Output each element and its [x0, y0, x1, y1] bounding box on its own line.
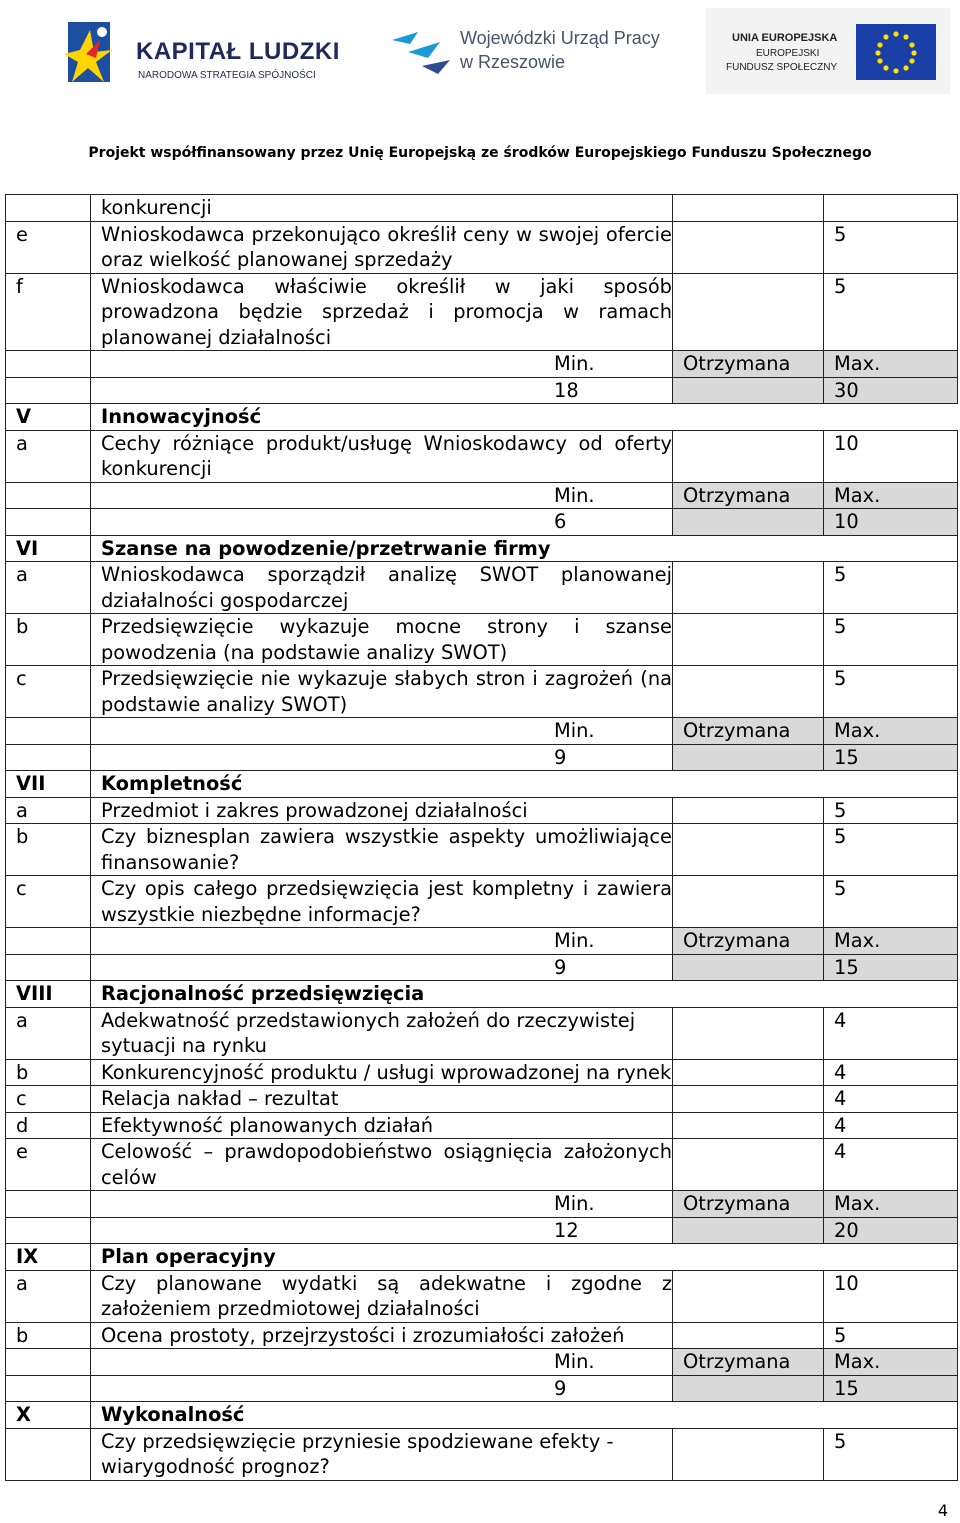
- min-cell: [91, 351, 673, 378]
- received-cell: [673, 195, 824, 222]
- table-row: [6, 195, 958, 222]
- criterion-text: Czy biznesplan zawiera wszystkie aspekty umożliwiające finansowanie?: [91, 824, 673, 876]
- table-row: [6, 797, 958, 824]
- table-row: [6, 666, 958, 718]
- table-row: [6, 1007, 958, 1059]
- min-cell: [91, 377, 673, 404]
- min-label: Min.: [554, 483, 595, 507]
- score-value-row: [6, 1217, 958, 1244]
- table-row: [6, 1112, 958, 1139]
- wup-line2: w Rzeszowie: [460, 52, 566, 72]
- min-value: 9: [554, 955, 567, 979]
- score-value-row: [6, 744, 958, 771]
- section-header: [6, 981, 958, 1008]
- section-header: [6, 1244, 958, 1271]
- section-title: Innowacyjność: [91, 404, 958, 431]
- row-id: [6, 1428, 91, 1480]
- criterion-text: Czy przedsięwzięcie przyniesie spodziewane efekty - wiarygodność prognoz?: [91, 1428, 673, 1480]
- table-row: [6, 824, 958, 876]
- empty-cell: [6, 1349, 91, 1376]
- max-cell: 5: [824, 876, 958, 928]
- section-title: Plan operacyjny: [91, 1244, 958, 1271]
- received-label: Otrzymana: [673, 482, 824, 509]
- eu-logo: [706, 8, 950, 94]
- min-cell: [91, 509, 673, 536]
- eu-line3: FUNDUSZ SPOŁECZNY: [726, 62, 838, 73]
- project-caption: Projekt współfinansowany przez Unię Europejską ze środków Europejskiego Funduszu Społecznego: [88, 145, 872, 161]
- table-row: [6, 430, 958, 482]
- criterion-text: Czy planowane wydatki są adekwatne i zgodne z założeniem przedmiotowej działalności: [91, 1270, 673, 1322]
- received-cell[interactable]: [673, 430, 824, 482]
- row-id: a: [6, 430, 91, 482]
- criterion-text: Wnioskodawca sporządził analizę SWOT planowanej działalności gospodarczej: [91, 562, 673, 614]
- max-value: 20: [824, 1217, 958, 1244]
- row-id: e: [6, 1139, 91, 1191]
- table-row: [6, 876, 958, 928]
- received-cell[interactable]: [673, 1428, 824, 1480]
- table-row: [6, 1428, 958, 1480]
- received-cell[interactable]: [673, 876, 824, 928]
- empty-cell: [6, 509, 91, 536]
- max-cell: 10: [824, 430, 958, 482]
- max-cell: 4: [824, 1139, 958, 1191]
- min-cell: [91, 1217, 673, 1244]
- min-value: 18: [554, 378, 579, 402]
- table-row: [6, 1086, 958, 1113]
- section-id: X: [6, 1402, 91, 1429]
- empty-cell: [6, 954, 91, 981]
- table-row: [6, 562, 958, 614]
- min-cell: [91, 718, 673, 745]
- max-value: 15: [824, 954, 958, 981]
- received-value[interactable]: [673, 1375, 824, 1402]
- max-cell: 5: [824, 1322, 958, 1349]
- min-value: 12: [554, 1218, 579, 1242]
- table-row: [6, 614, 958, 666]
- max-cell: 5: [824, 562, 958, 614]
- max-cell: 5: [824, 1428, 958, 1480]
- empty-cell: [6, 377, 91, 404]
- row-id: a: [6, 1007, 91, 1059]
- criterion-text: Wnioskodawca przekonująco określił ceny w swojej ofercie oraz wielkość planowanej sprzedaży: [91, 221, 673, 273]
- eu-flag-icon: [856, 24, 936, 80]
- empty-cell: [6, 1217, 91, 1244]
- received-cell[interactable]: [673, 562, 824, 614]
- section-title: Racjonalność przedsięwzięcia: [91, 981, 958, 1008]
- max-cell: [824, 195, 958, 222]
- score-value-row: [6, 377, 958, 404]
- eu-line2: EUROPEJSKI: [756, 48, 820, 59]
- row-id: c: [6, 1086, 91, 1113]
- max-cell: 4: [824, 1112, 958, 1139]
- score-label-row: [6, 482, 958, 509]
- row-id: c: [6, 876, 91, 928]
- empty-cell: [6, 482, 91, 509]
- row-id: e: [6, 221, 91, 273]
- max-cell: 10: [824, 1270, 958, 1322]
- max-cell: 5: [824, 797, 958, 824]
- row-id: f: [6, 273, 91, 351]
- wup-birds-icon: [388, 22, 456, 78]
- max-label: Max.: [824, 928, 958, 955]
- criterion-text: Konkurencyjność produktu / usługi wprowadzonej na rynek: [91, 1059, 673, 1086]
- received-cell[interactable]: [673, 1086, 824, 1113]
- table-row: [6, 221, 958, 273]
- table-row: [6, 1139, 958, 1191]
- max-label: Max.: [824, 718, 958, 745]
- section-title: Szanse na powodzenie/przetrwanie firmy: [91, 535, 958, 562]
- row-id: a: [6, 562, 91, 614]
- score-label-row: [6, 1191, 958, 1218]
- row-id: b: [6, 824, 91, 876]
- table-row: [6, 1059, 958, 1086]
- max-value: 15: [824, 1375, 958, 1402]
- table-row: [6, 1270, 958, 1322]
- max-cell: 5: [824, 614, 958, 666]
- received-cell: [673, 273, 824, 351]
- section-title: Wykonalność: [91, 1402, 958, 1429]
- row-id: a: [6, 797, 91, 824]
- received-cell[interactable]: [673, 1007, 824, 1059]
- criterion-text: Celowość – prawdopodobieństwo osiągnięcia założonych celów: [91, 1139, 673, 1191]
- min-cell: [91, 928, 673, 955]
- received-value[interactable]: [673, 509, 824, 536]
- kapital-ludzki-logo: [60, 10, 340, 100]
- max-cell: 5: [824, 273, 958, 351]
- kl-star-icon: [60, 10, 130, 100]
- received-label: Otrzymana: [673, 718, 824, 745]
- empty-cell: [6, 718, 91, 745]
- score-label-row: [6, 718, 958, 745]
- score-label-row: [6, 351, 958, 378]
- max-label: Max.: [824, 482, 958, 509]
- row-id: b: [6, 1059, 91, 1086]
- score-value-row: [6, 509, 958, 536]
- criterion-text: Adekwatność przedstawionych założeń do rzeczywistej sytuacji na rynku: [91, 1007, 673, 1059]
- criterion-text: Relacja nakład – rezultat: [91, 1086, 673, 1113]
- criterion-text: Przedmiot i zakres prowadzonej działalności: [91, 797, 673, 824]
- criterion-text: konkurencji: [91, 195, 673, 222]
- received-cell[interactable]: [673, 824, 824, 876]
- page-number: 4: [937, 1501, 948, 1520]
- header-logos: [0, 0, 960, 115]
- row-id: d: [6, 1112, 91, 1139]
- row-id: c: [6, 666, 91, 718]
- min-cell: [91, 744, 673, 771]
- section-id: VII: [6, 771, 91, 798]
- criterion-text: Ocena prostoty, przejrzystości i zrozumiałości założeń: [91, 1322, 673, 1349]
- score-label-row: [6, 1349, 958, 1376]
- max-label: Max.: [824, 1191, 958, 1218]
- row-id: [6, 195, 91, 222]
- max-value: 10: [824, 509, 958, 536]
- received-cell[interactable]: [673, 1322, 824, 1349]
- received-label: Otrzymana: [673, 1191, 824, 1218]
- received-label: Otrzymana: [673, 1349, 824, 1376]
- section-id: V: [6, 404, 91, 431]
- min-cell: [91, 1191, 673, 1218]
- received-value[interactable]: [673, 954, 824, 981]
- max-value: 15: [824, 744, 958, 771]
- row-id: b: [6, 614, 91, 666]
- max-cell: 5: [824, 666, 958, 718]
- wup-logo: [388, 22, 688, 82]
- received-cell[interactable]: [673, 1112, 824, 1139]
- max-label: Max.: [824, 351, 958, 378]
- max-cell: 4: [824, 1059, 958, 1086]
- max-cell: 4: [824, 1086, 958, 1113]
- min-cell: [91, 954, 673, 981]
- empty-cell: [6, 351, 91, 378]
- received-cell[interactable]: [673, 1139, 824, 1191]
- min-label: Min.: [554, 1350, 595, 1373]
- kl-title: KAPITAŁ LUDZKI: [136, 38, 340, 65]
- eu-line1: UNIA EUROPEJSKA: [732, 32, 838, 44]
- min-value: 6: [554, 510, 567, 533]
- section-id: IX: [6, 1244, 91, 1271]
- section-header: [6, 404, 958, 431]
- row-id: b: [6, 1322, 91, 1349]
- received-cell[interactable]: [673, 1059, 824, 1086]
- received-cell[interactable]: [673, 797, 824, 824]
- max-cell: 5: [824, 221, 958, 273]
- min-value: 9: [554, 745, 567, 769]
- criterion-text: Czy opis całego przedsięwzięcia jest kompletny i zawiera wszystkie niezbędne informacje?: [91, 876, 673, 928]
- min-label: Min.: [554, 1192, 595, 1215]
- received-value[interactable]: [673, 377, 824, 404]
- received-cell: [673, 221, 824, 273]
- min-label: Min.: [554, 352, 595, 375]
- min-cell: [91, 482, 673, 509]
- max-label: Max.: [824, 1349, 958, 1376]
- table-row: [6, 273, 958, 351]
- received-value[interactable]: [673, 744, 824, 771]
- section-id: VIII: [6, 981, 91, 1008]
- row-id: a: [6, 1270, 91, 1322]
- empty-cell: [6, 928, 91, 955]
- received-label: Otrzymana: [673, 928, 824, 955]
- evaluation-table: [5, 194, 958, 1481]
- received-cell[interactable]: [673, 614, 824, 666]
- max-value: 30: [824, 377, 958, 404]
- received-value[interactable]: [673, 1217, 824, 1244]
- section-id: VI: [6, 535, 91, 562]
- score-label-row: [6, 928, 958, 955]
- received-cell[interactable]: [673, 666, 824, 718]
- score-value-row: [6, 1375, 958, 1402]
- min-value: 9: [554, 1376, 567, 1400]
- criterion-text: Przedsięwzięcie nie wykazuje słabych stron i zagrożeń (na podstawie analizy SWOT): [91, 666, 673, 718]
- section-header: [6, 1402, 958, 1429]
- section-header: [6, 771, 958, 798]
- kl-subtitle: NARODOWA STRATEGIA SPÓJNOŚCI: [138, 70, 316, 81]
- score-value-row: [6, 954, 958, 981]
- min-cell: [91, 1349, 673, 1376]
- empty-cell: [6, 744, 91, 771]
- received-label: Otrzymana: [673, 351, 824, 378]
- empty-cell: [6, 1191, 91, 1218]
- empty-cell: [6, 1375, 91, 1402]
- received-cell[interactable]: [673, 1270, 824, 1322]
- criterion-text: Efektywność planowanych działań: [91, 1112, 673, 1139]
- criterion-text: Przedsięwzięcie wykazuje mocne strony i szanse powodzenia (na podstawie analizy SWOT): [91, 614, 673, 666]
- section-header: [6, 535, 958, 562]
- table-row: [6, 1322, 958, 1349]
- criterion-text: Wnioskodawca właściwie określił w jaki sposób prowadzona będzie sprzedaż i promocja w ramach planowanej działalności: [91, 273, 673, 351]
- min-cell: [91, 1375, 673, 1402]
- criterion-text: Cechy różniące produkt/usługę Wnioskodawcy od oferty konkurencji: [91, 430, 673, 482]
- min-label: Min.: [554, 929, 595, 952]
- section-title: Kompletność: [91, 771, 958, 798]
- min-label: Min.: [554, 719, 595, 742]
- max-cell: 4: [824, 1007, 958, 1059]
- max-cell: 5: [824, 824, 958, 876]
- wup-line1: Wojewódzki Urząd Pracy: [460, 28, 660, 48]
